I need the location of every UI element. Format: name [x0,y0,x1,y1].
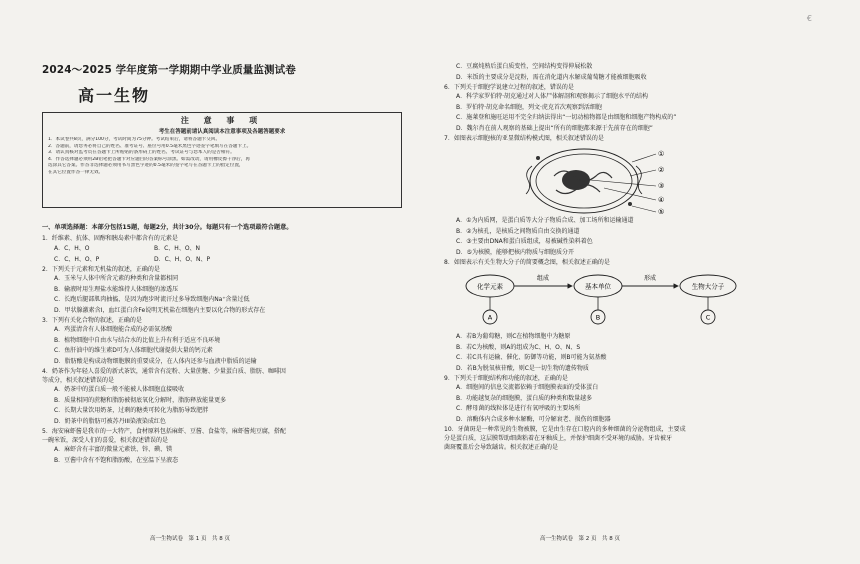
question-10: 10．牙菌斑是一种常见的生物被膜，它是由生存在口腔内的多种细菌的分泌物组成，主要成 [444,426,686,433]
option: C．若C具有运输、催化、防御等功能，则B可能为氨基酸 [456,354,607,361]
notice-line: 3．请认真核对监考员在答题卡上所粘贴的条形码上的姓名、考试证号与您本人的是否相符。 [48,150,235,156]
option: B．输液时用生理盐水能维持人体细胞的渗透压 [54,285,179,293]
option: B．若C为核酸，则A的组成为C、H、O、N、S [456,343,581,351]
question-2: 2．下列关于元素和无机盐的叙述，正确的是 [42,266,160,273]
option: D．米饭的主要成分是淀粉，需在消化道内水解成葡萄糖才能被细胞吸收 [456,73,647,81]
option: A．奶茶中的蛋白质一般不能被人体细胞直接吸收 [54,386,185,393]
exam-title: 2024～2025 学年度第一学期期中学业质量监测试卷 [42,64,296,76]
option: D．魏尔肖在前人观察的基础上提出“所有的细胞都来源于先前存在的细胞” [456,124,653,132]
question-1: 1．纤维素、抗体、固醇和胰岛素中都含有的元素是 [42,235,178,242]
subject-title: 高一生物 [78,86,151,105]
circle-label: A [487,313,493,322]
option: A．玉米与人体中所含元素的种类和含量都相同 [54,275,179,282]
question-5: 5．海安麻虾酱是我市的一大特产，食材原料包括麻虾、豆酱、食盐等，麻虾酱炖豆腐，搭配 [42,428,286,435]
notice-subheading: 考生在答题前请认真阅读本注意事项及各题答题要求 [158,129,286,135]
option: C．酵母菌的线粒体是进行有氧呼吸的主要场所 [456,405,581,412]
label-4: ④ [658,196,665,204]
arrow-label: 形成 [643,275,657,282]
option: A．若B为葡萄糖，则C在植物细胞中为糖原 [456,333,571,340]
nucleolus [562,170,590,190]
option: A．C、H、O [54,245,90,252]
question-8: 8．如图表示有关生物大分子的简要概念图，相关叙述正确的是 [444,259,610,266]
question-3: 3．下列有关化合物的叙述，正确的是 [42,317,142,324]
option: D．甲状腺激素含I，血红蛋白含Fe说明无机盐在细胞内主要以化合物的形式存在 [54,306,266,314]
question-4-cont: 等成分，相关叙述错误的是 [42,377,115,384]
options-row [54,254,420,265]
node-label: 基本单位 [585,282,611,291]
arrow-label: 组成 [536,275,550,282]
concept-map [444,272,852,328]
notice-line: 选涂其它答案。作答非选择题必须用书写黑色字迹的0.5毫米的签字笔写在答题卡上的指定位置， [48,163,244,169]
question-6: 6．下列关于细胞学说建立过程的叙述，错误的是 [444,84,574,91]
nucleus-diagram [444,146,852,216]
option: A．科学家罗伯特·胡克通过对人体尸体解剖和观察揭示了细胞水平的结构 [456,93,649,100]
corner-mark: € [806,14,812,23]
question-10-cont: 分是蛋白质，这层膜帮助细菌粘着在牙釉质上，并保护细菌不受环境的威胁。牙齿被牙 [444,435,673,442]
circle-label: B [595,313,601,322]
notice-box [42,112,402,208]
notice-line: 在其它位置作答一律无效。 [48,169,104,175]
node-label: 化学元素 [477,282,503,291]
er-membrane [636,166,642,194]
option: A．①为内质网，是蛋白质等大分子物质合成、加工场所和运输通道 [456,217,634,224]
label-3: ③ [658,182,665,190]
question-7: 7．如图表示细胞核的亚显微结构模式图，相关叙述错误的是 [444,135,604,142]
option: D．溶酶体内合成多种水解酶，可分解衰老、损伤的细胞器 [456,415,611,423]
option: C．③主要由DNA和蛋白质组成，易被碱性染料着色 [456,238,593,245]
er-membrane [526,166,532,194]
option: D．⑤为核膜，能够把核内物质与细胞质分开 [456,248,574,256]
label-5: ⑤ [658,208,665,216]
option: D．脂肪酸是构成动物细胞膜的重要成分，在人体内还参与血液中脂质的运输 [54,357,257,365]
option: B．罗伯特·胡克命名细胞，列文·虎克首次观察到活细胞 [456,103,602,111]
option: C．豆腐炖熟后蛋白质变性，空间结构变得伸展松散 [456,63,593,70]
options-row [54,243,420,254]
question-9: 9．下列关于细胞结构和功能的叙述，正确的是 [444,375,568,382]
question-5-cont: 一碗米饭，深受人们的喜爱，相关叙述错误的是 [42,437,169,444]
ribosome [536,156,540,160]
notice-heading: 注 意 事 项 [180,116,264,125]
option: B．豆酱中含有不饱和脂肪酸，在室温下呈液态 [54,456,179,464]
option: B．C、H、O、N [154,245,201,252]
option: C．鱼肝油中的维生素D可为人体细胞代谢提供大量的钙元素 [54,347,213,354]
concept-map-figure [464,272,764,328]
node-label: 生物大分子 [691,282,725,291]
option: B．功能越复杂的细胞膜，蛋白质的种类和数量越多 [456,394,593,402]
option: C．长期大量饮用奶茶，过剩的糖类可转化为脂肪导致肥胖 [54,407,209,414]
notice-line: 1．本试卷共8页，满分100分，考试时间为75分钟。考试结束后，请将答题卡交回。 [48,137,221,142]
option: D．若B为脱氧核苷酸，则C是一切生物的遗传物质 [456,364,589,372]
option: A．麻虾含有丰富的微量元素铁、锌、碘、镁 [54,446,173,453]
option: D．奶茶中的脂肪可被苏丹III染液染成红色 [54,417,166,425]
page-footer: 高一生物试卷 第 1 页 共 8 页 [150,536,230,542]
option: A．鸡蛋清含有人体细胞能合成的必需氨基酸 [54,326,173,333]
option: C．C、H、O、P [54,256,100,263]
circle-label: C [705,313,711,322]
notice-line: 2．答题前，请您务必将自己的姓名、准考证号、座位号用0.5毫米黑色字迹签字笔填写在答题卡上。 [48,143,252,149]
page-footer: 高一生物试卷 第 2 页 共 8 页 [540,536,620,542]
question-4: 4．奶茶作为年轻人喜爱的新式茶饮，通常含有淀粉、大量蔗糖、少量蛋白质、脂肪、咖啡因 [42,368,286,375]
option: D．C、H、O、N、P [154,256,211,263]
option: C．长跑后腿部肌肉抽搐，是因为跑步时流汗过多导致细胞内Na⁺含量过低 [54,296,250,303]
notice-line: 4．作答选择题必须用2B铅笔把答题卡对应题目的答案标号涂黑。如需改动，请用橡皮擦干净后，再 [48,156,250,162]
option: B．质量相同的蔗糖和脂肪被彻底氧化分解时，脂肪释放能量更多 [54,396,227,404]
label-1: ① [658,150,665,158]
option: C．施莱登和施旺运用不完全归纳法得出“一切动植物都是由细胞和细胞产物构成的” [456,114,677,121]
ribosome [628,202,632,206]
option: A．细胞间的信息交流都依赖于细胞膜表面的受体蛋白 [456,384,599,391]
option: B．植物细胞中自由水与结合水的比值上升有利于适应不良环境 [54,336,221,344]
label-2: ② [658,166,665,174]
question-10-cont: 菌斑覆盖后会导致龋齿。相关叙述正确的是 [444,444,559,451]
option: B．②为核孔，是核质之间物质自由交换的通道 [456,227,580,235]
section-heading: 一、单项选择题：本部分包括15题，每题2分，共计30分。每题只有一个选项最符合题意。 [42,224,293,231]
nucleus-figure [514,146,694,216]
page-right [430,0,860,564]
